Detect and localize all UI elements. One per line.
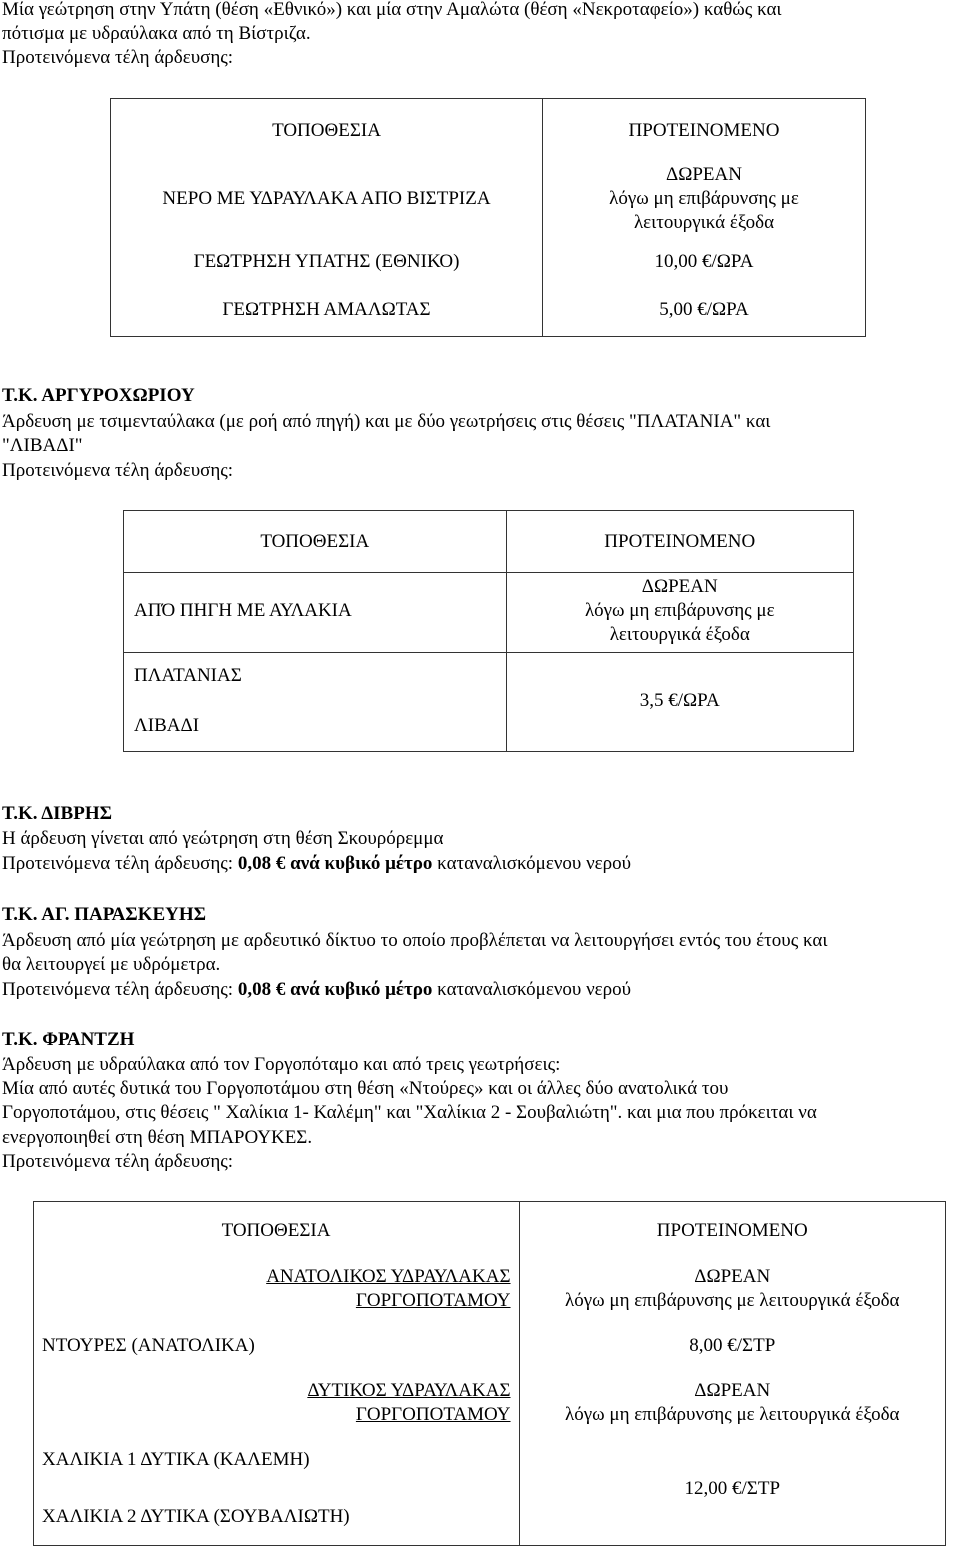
section-heading-frantzi: Τ.Κ. ΦΡΑΝΤΖΗ <box>2 1029 135 1050</box>
location-column <box>111 99 543 337</box>
intro-line-2: πότισμα με υδραύλακα από τη Βίστριζα. <box>2 23 311 44</box>
location-cell: ΓΕΩΤΡΗΣΗ ΥΠΑΤΗΣ (ΕΘΝΙΚΟ) <box>193 251 460 272</box>
argyrochori-line-2: "ΛΙΒΑΔΙ" <box>2 435 83 456</box>
proposed-column <box>519 1202 945 1546</box>
value-text: ΔΩΡΕΑΝ <box>694 1266 771 1287</box>
intro-line-1: Μία γεώτρηση στην Υπάτη (θέση «Εθνικό») και μία στην Αμαλώτα (θέση «Νεκροταφείο») καθώς και <box>2 0 782 20</box>
location-text: ΧΑΛΙΚΙΑ 1 ΔΥΤΙΚΑ (ΚΑΛΕΜΗ) <box>42 1449 310 1470</box>
value-text: ΔΩΡΕΑΝ <box>641 576 718 597</box>
fees-label: Προτεινόμενα τέλη άρδευσης: <box>2 47 234 68</box>
fees-table-2 <box>123 510 854 752</box>
section-heading-divris: Τ.Κ. ΔΙΒΡΗΣ <box>2 803 113 824</box>
value-cell <box>506 653 853 752</box>
value-cell: 10,00 €/ΩΡΑ <box>654 251 754 272</box>
ag-paraskevis-line-1: Άρδευση από μία γεώτρηση με αρδευτικό δίκτυο το οποίο προβλέπεται να λειτουργήσει εντός του έτους και <box>2 930 828 951</box>
location-text: ΛΙΒΑΔΙ <box>134 715 200 736</box>
channel-header-west: ΔΥΤΙΚΟΣ ΥΔΡΑΥΛΑΚΑΣ <box>307 1380 511 1401</box>
value-text: 8,00 €/ΣΤΡ <box>689 1335 776 1356</box>
column-header-location: ΤΟΠΟΘΕΣΙΑ <box>221 1220 331 1241</box>
column-header-location: ΤΟΠΟΘΕΣΙΑ <box>272 120 381 141</box>
divris-fees <box>2 852 631 876</box>
ag-paraskevis-fees <box>2 978 631 1002</box>
column-header-proposed: ΠΡΟΤΕΙΝΟΜΕΝΟ <box>604 531 756 552</box>
value-note: λόγω μη επιβάρυνσης με λειτουργικά έξοδα <box>565 1290 900 1311</box>
fees-amount: 0,08 € ανά κυβικό μέτρο <box>237 979 433 1000</box>
proposed-column <box>543 99 866 337</box>
column-header-proposed: ΠΡΟΤΕΙΝΟΜΕΝΟ <box>656 1220 808 1241</box>
location-cell: ΓΕΩΤΡΗΣΗ ΑΜΑΛΩΤΑΣ <box>222 299 431 320</box>
value-note: λόγω μη επιβάρυνσης με <box>584 600 775 621</box>
fees-table-3 <box>33 1201 946 1546</box>
value-cell: 5,00 €/ΩΡΑ <box>659 299 749 320</box>
channel-header-east: ΓΟΡΓΟΠΟΤΑΜΟΥ <box>355 1290 511 1311</box>
frantzi-line-4: ενεργοποιηθεί στη θέση ΜΠΑΡΟΥΚΕΣ. <box>2 1127 313 1148</box>
channel-header-east: ΑΝΑΤΟΛΙΚΟΣ ΥΔΡΑΥΛΑΚΑΣ <box>266 1266 511 1287</box>
location-cell: ΝΕΡΟ ΜΕ ΥΔΡΑΥΛΑΚΑ ΑΠΟ ΒΙΣΤΡΙΖΑ <box>162 188 491 209</box>
frantzi-line-1: Άρδευση με υδραύλακα από τον Γοργοπόταμο και από τρεις γεωτρήσεις: <box>2 1054 561 1075</box>
fees-table-1 <box>110 98 866 337</box>
section-heading-ag-paraskevis: Τ.Κ. ΑΓ. ΠΑΡΑΣΚΕΥΗΣ <box>2 904 207 925</box>
fees-unit: καταναλισκόμενου νερού <box>437 979 632 1000</box>
value-note: λόγω μη επιβάρυνσης με <box>609 188 799 209</box>
fees-unit: καταναλισκόμενου νερού <box>437 853 632 874</box>
fees-label: Προτεινόμενα τέλη άρδευσης: <box>2 853 234 874</box>
fees-label: Προτεινόμενα τέλη άρδευσης: <box>2 460 234 481</box>
location-column <box>34 1202 520 1546</box>
value-text: 3,5 €/ΩΡΑ <box>639 690 720 711</box>
column-header-location: ΤΟΠΟΘΕΣΙΑ <box>260 531 370 552</box>
location-cell <box>124 573 507 653</box>
location-text: ΝΤΟΥΡΕΣ (ΑΝΑΤΟΛΙΚΑ) <box>42 1335 255 1356</box>
value-note: λόγω μη επιβάρυνσης με λειτουργικά έξοδα <box>565 1404 900 1425</box>
section-heading-argyrochori: Τ.Κ. ΑΡΓΥΡΟΧΩΡΙΟΥ <box>2 385 195 406</box>
column-header-cell <box>124 511 507 573</box>
location-text: ΠΛΑΤΑΝΙΑΣ <box>134 665 242 686</box>
ag-paraskevis-line-2: θα λειτουργεί με υδρόμετρα. <box>2 954 221 975</box>
column-header-cell <box>506 511 853 573</box>
location-text: ΧΑΛΙΚΙΑ 2 ΔΥΤΙΚΑ (ΣΟΥΒΑΛΙΩΤΗ) <box>42 1506 350 1527</box>
frantzi-line-3: Γοργοποτάμου, στις θέσεις " Χαλίκια 1- Καλέμη" και "Χαλίκια 2 - Σουβαλιώτη". και μια που πρόκειται να <box>2 1102 817 1123</box>
value-text: ΔΩΡΕΑΝ <box>694 1380 771 1401</box>
fees-label: Προτεινόμενα τέλη άρδευσης: <box>2 1151 234 1172</box>
fees-label: Προτεινόμενα τέλη άρδευσης: <box>2 979 234 1000</box>
location-text: ΑΠΌ ΠΗΓΗ ΜΕ ΑΥΛΑΚΙΑ <box>134 600 352 621</box>
value-text: 12,00 €/ΣΤΡ <box>684 1478 781 1499</box>
column-header-proposed: ΠΡΟΤΕΙΝΟΜΕΝΟ <box>628 120 780 141</box>
frantzi-line-2: Μία από αυτές δυτικά του Γοργοποτάμου στη θέση «Ντούρες» και οι άλλες δύο ανατολικά του <box>2 1078 729 1099</box>
value-cell <box>506 573 853 653</box>
location-cell <box>124 653 507 752</box>
argyrochori-line-1: Άρδευση με τσιμενταύλακα (με ροή από πηγή) και με δύο γεωτρήσεις στις θέσεις "ΠΛΑΤΑΝΙΑ" και <box>2 411 771 432</box>
value-cell: ΔΩΡΕΑΝ <box>666 164 742 185</box>
divris-line-1: Η άρδευση γίνεται από γεώτρηση στη θέση Σκουρόρεμμα <box>2 828 444 849</box>
value-note: λειτουργικά έξοδα <box>633 212 775 233</box>
channel-header-west: ΓΟΡΓΟΠΟΤΑΜΟΥ <box>355 1404 511 1425</box>
fees-amount: 0,08 € ανά κυβικό μέτρο <box>237 853 433 874</box>
value-note: λειτουργικά έξοδα <box>609 624 750 645</box>
